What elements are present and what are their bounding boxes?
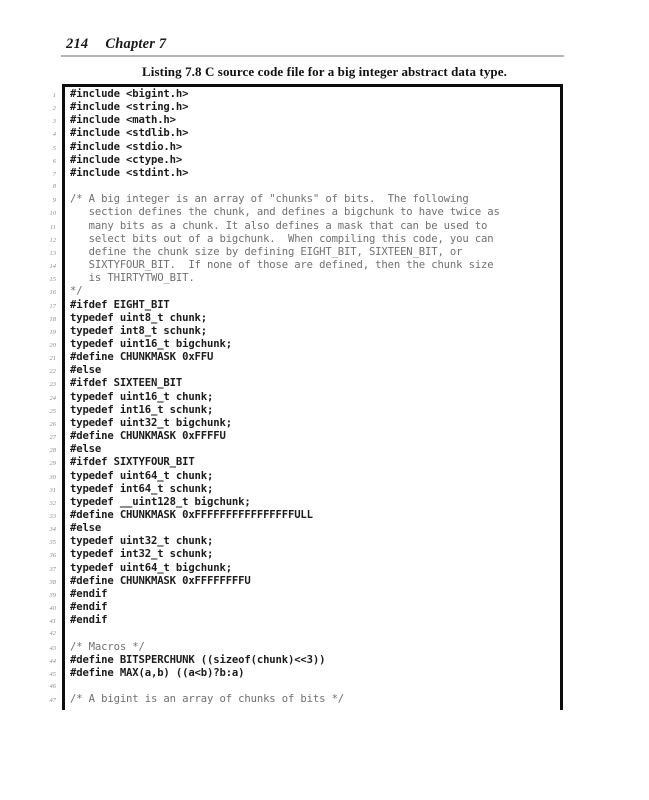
code-line xyxy=(0,496,649,509)
line-number: 22 xyxy=(49,368,56,376)
line-number: 43 xyxy=(49,644,56,652)
code-line xyxy=(0,206,649,219)
code-comment-text: /* A bigint is an array of chunks of bits */ xyxy=(70,693,345,706)
line-number: 14 xyxy=(49,263,56,271)
line-number: 6 xyxy=(52,157,56,165)
code-line xyxy=(0,377,649,390)
code-text: #define CHUNKMASK 0xFFFFFFFFFFFFFFFFULL xyxy=(70,509,313,521)
code-line xyxy=(0,141,649,154)
code-comment-text: is THIRTYTWO_BIT. xyxy=(70,272,195,285)
line-number: 38 xyxy=(49,578,56,586)
code-line xyxy=(0,167,649,180)
line-number: 15 xyxy=(49,276,56,284)
line-number: 13 xyxy=(49,249,56,257)
code-comment-text: many bits as a chunk. It also defines a mask that can be used to xyxy=(70,219,488,232)
code-text: typedef uint16_t chunk; xyxy=(70,390,214,403)
code-comment-text: SIXTYFOUR_BIT. If none of those are defined, then the chunk size xyxy=(70,259,494,272)
code-text: #else xyxy=(70,522,102,535)
line-number: 46 xyxy=(49,683,56,691)
line-number: 23 xyxy=(49,381,56,389)
code-text: #endif xyxy=(70,601,108,614)
line-number: 37 xyxy=(49,565,56,573)
code-text: #include <bigint.h> xyxy=(70,88,189,100)
code-line xyxy=(0,641,649,654)
code-text: typedef int8_t schunk; xyxy=(70,324,208,337)
code-line xyxy=(0,654,649,667)
code-line xyxy=(0,680,649,693)
line-number: 39 xyxy=(49,591,56,599)
code-text: typedef uint16_t bigchunk; xyxy=(70,337,232,350)
line-number: 16 xyxy=(49,289,56,297)
code-line xyxy=(0,456,649,469)
code-line xyxy=(0,285,649,298)
code-text: #ifdef SIXTEEN_BIT xyxy=(70,377,183,390)
line-number: 29 xyxy=(49,460,56,468)
line-number: 10 xyxy=(49,210,56,218)
code-text: #include <math.h> xyxy=(70,114,176,127)
line-number: 3 xyxy=(52,118,56,126)
line-number: 45 xyxy=(49,670,56,678)
code-text: typedef uint64_t bigchunk; xyxy=(70,561,232,574)
line-number: 7 xyxy=(52,170,56,178)
code-line xyxy=(0,693,649,706)
code-line xyxy=(0,325,649,338)
code-line xyxy=(0,443,649,456)
line-number: 4 xyxy=(52,131,56,139)
line-number: 33 xyxy=(49,513,56,520)
code-text: #define CHUNKMASK 0xFFFFU xyxy=(70,430,226,443)
code-line xyxy=(0,193,649,206)
line-number: 34 xyxy=(49,526,56,534)
code-text: #else xyxy=(70,364,102,377)
code-comment-text: /* A big integer is an array of "chunks" of bits. The following xyxy=(70,193,469,206)
code-line xyxy=(0,259,649,272)
line-number: 19 xyxy=(49,328,56,336)
line-number: 20 xyxy=(49,341,56,349)
code-line xyxy=(0,154,649,167)
code-text: #define CHUNKMASK 0xFFU xyxy=(70,351,214,364)
code-text: #include <stdio.h> xyxy=(70,140,183,153)
code-line xyxy=(0,667,649,680)
line-number: 24 xyxy=(49,394,56,402)
code-line xyxy=(0,548,649,561)
chapter-title: Chapter 7 xyxy=(105,36,167,52)
line-number: 12 xyxy=(49,236,56,244)
code-line xyxy=(0,88,649,101)
line-number: 26 xyxy=(49,420,56,428)
code-line xyxy=(0,470,649,483)
code-text: #include <string.h> xyxy=(70,101,189,114)
code-lines xyxy=(0,88,649,706)
code-text: typedef uint64_t chunk; xyxy=(70,469,214,482)
code-text: typedef uint32_t chunk; xyxy=(70,535,214,548)
line-number: 47 xyxy=(49,697,56,705)
line-number: 11 xyxy=(49,223,56,231)
code-text: #endif xyxy=(70,587,108,600)
line-number: 35 xyxy=(49,539,56,547)
line-number: 28 xyxy=(49,447,56,455)
line-number: 1 xyxy=(52,92,56,99)
line-number: 18 xyxy=(49,315,56,323)
code-line xyxy=(0,404,649,417)
code-line xyxy=(0,601,649,614)
line-number: 21 xyxy=(49,355,56,363)
code-line xyxy=(0,220,649,233)
code-line xyxy=(0,522,649,535)
line-number: 17 xyxy=(49,302,56,310)
code-line xyxy=(0,233,649,246)
line-number: 8 xyxy=(52,183,56,191)
code-text: #define CHUNKMASK 0xFFFFFFFFU xyxy=(70,574,251,587)
code-line xyxy=(0,312,649,325)
code-text: #ifdef EIGHT_BIT xyxy=(70,298,170,311)
line-number: 30 xyxy=(49,473,56,481)
code-line xyxy=(0,614,649,627)
code-text: typedef __uint128_t bigchunk; xyxy=(70,495,251,508)
code-text: typedef int64_t schunk; xyxy=(70,482,214,495)
code-text: #include <stdint.h> xyxy=(70,166,189,179)
listing-caption: Listing 7.8 C source code file for a big integer abstract data type. xyxy=(142,64,507,79)
code-line xyxy=(0,180,649,193)
code-line xyxy=(0,364,649,377)
code-line xyxy=(0,535,649,548)
code-line xyxy=(0,483,649,496)
page-number: 214 xyxy=(66,36,89,52)
code-comment-text: define the chunk size by defining EIGHT_BIT, SIXTEEN_BIT, or xyxy=(70,245,463,258)
code-line xyxy=(0,338,649,351)
code-line xyxy=(0,114,649,127)
code-text: typedef int32_t schunk; xyxy=(70,548,214,561)
code-line xyxy=(0,417,649,430)
code-line xyxy=(0,299,649,312)
line-number: 9 xyxy=(52,197,56,205)
running-head xyxy=(66,36,166,53)
code-text: #define MAX(a,b) ((a<b)?b:a) xyxy=(70,666,245,679)
code-line xyxy=(0,509,649,522)
line-number: 25 xyxy=(49,407,56,415)
line-number: 42 xyxy=(49,630,56,638)
line-number: 44 xyxy=(49,657,56,665)
code-line xyxy=(0,430,649,443)
code-line xyxy=(0,588,649,601)
code-text: #include <stdlib.h> xyxy=(70,127,189,140)
code-comment-text: select bits out of a bigchunk. When compiling this code, you can xyxy=(70,232,494,245)
code-line xyxy=(0,127,649,140)
code-text: typedef int16_t schunk; xyxy=(70,403,214,416)
line-number: 2 xyxy=(52,105,56,113)
code-line xyxy=(0,627,649,640)
code-line xyxy=(0,101,649,114)
code-text: #else xyxy=(70,443,102,456)
code-text: #include <ctype.h> xyxy=(70,153,183,166)
code-text: #endif xyxy=(70,614,108,627)
line-number: 5 xyxy=(52,144,56,152)
header-rule xyxy=(61,55,564,57)
code-text: #ifdef SIXTYFOUR_BIT xyxy=(70,456,195,469)
code-comment-text: section defines the chunk, and defines a bigchunk to have twice as xyxy=(70,206,500,219)
code-line xyxy=(0,562,649,575)
code-line xyxy=(0,575,649,588)
code-text: typedef uint32_t bigchunk; xyxy=(70,416,232,429)
line-number: 40 xyxy=(49,605,56,613)
code-line xyxy=(0,351,649,364)
line-number: 41 xyxy=(49,618,56,626)
code-comment-text: /* Macros */ xyxy=(70,640,145,653)
line-number: 32 xyxy=(49,499,56,507)
code-line xyxy=(0,246,649,259)
code-comment-text: */ xyxy=(70,285,83,298)
line-number: 36 xyxy=(49,552,56,560)
code-line xyxy=(0,391,649,404)
line-number: 27 xyxy=(49,434,56,442)
code-line xyxy=(0,272,649,285)
code-text: typedef uint8_t chunk; xyxy=(70,311,208,324)
code-text: #define BITSPERCHUNK ((sizeof(chunk)<<3)) xyxy=(70,653,326,666)
line-number: 31 xyxy=(49,486,56,494)
